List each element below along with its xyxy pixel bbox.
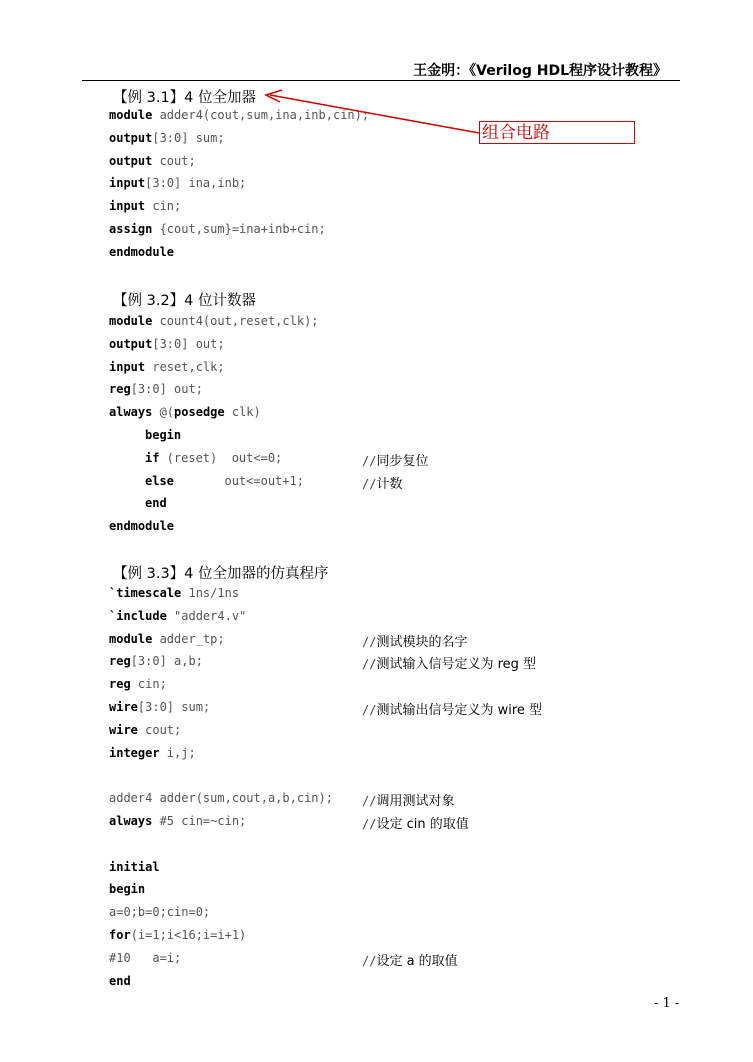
- code-keyword: endmodule: [109, 519, 175, 534]
- code-text: #10 a=i;: [109, 950, 182, 965]
- code-text: [3:0] out;: [152, 336, 225, 351]
- code-comment: [362, 699, 542, 718]
- code-text: [3:0] ina,inb;: [145, 176, 247, 191]
- comment-text: 测试输入信号定义为 reg 型: [376, 657, 537, 673]
- comment-text: 调用测试对象: [376, 794, 455, 810]
- comment-text: 测试模块的名字: [376, 634, 468, 650]
- code-text: adder_tp;: [152, 631, 225, 646]
- code-text: count4(out,reset,clk);: [152, 314, 319, 328]
- code-text: [3:0] a,b;: [130, 654, 203, 669]
- comment-slashes: //: [362, 453, 377, 468]
- code-comment: [362, 653, 536, 672]
- code-comment: [362, 450, 428, 469]
- code-text: adder4(cout,sum,ina,inb,cin);: [152, 108, 370, 122]
- code-comment: [362, 631, 467, 650]
- code-keyword: `timescale: [109, 586, 182, 600]
- example-3-1-heading: 【例 3.1】4 位全加器: [113, 90, 257, 106]
- code-keyword: output: [109, 153, 153, 168]
- example-3-2-heading: 【例 3.2】4 位计数器: [113, 293, 257, 309]
- code-keyword: initial: [109, 859, 160, 874]
- code-text: reset,clk;: [145, 359, 225, 374]
- comment-text: 设定 cin 的取值: [376, 817, 469, 832]
- code-text: a=0;b=0;cin=0;: [109, 905, 211, 920]
- comment-text: 计数: [376, 476, 403, 492]
- code-keyword: module: [109, 314, 153, 328]
- code-keyword: posedge: [174, 405, 225, 420]
- code-keyword: wire: [109, 722, 138, 737]
- code-text: i,j;: [159, 745, 196, 760]
- code-comment: [362, 473, 402, 492]
- comment-slashes: //: [362, 794, 377, 809]
- code-text: (i=1;i<16;i=i+1): [130, 928, 247, 942]
- code-keyword: for: [109, 928, 131, 942]
- code-keyword: reg: [109, 654, 131, 669]
- code-comment: [362, 790, 454, 809]
- comment-text: 同步复位: [376, 453, 429, 469]
- code-keyword: wire: [109, 700, 138, 714]
- code-keyword: module: [109, 631, 153, 646]
- code-keyword: output: [109, 130, 153, 145]
- code-keyword: input: [109, 359, 146, 374]
- code-text: [3:0] sum;: [137, 700, 211, 714]
- code-text: @(: [152, 405, 175, 420]
- code-keyword: assign: [109, 222, 153, 236]
- code-text: "adder4.v": [166, 608, 247, 623]
- header-title: 王金明：《Verilog HDL程序设计教程》: [413, 63, 667, 79]
- code-keyword: reg: [109, 677, 131, 692]
- code-keyword: integer: [109, 745, 160, 760]
- code-keyword: input: [109, 199, 146, 214]
- annotation-label: 组合电路: [482, 123, 550, 143]
- comment-slashes: //: [362, 703, 377, 717]
- code-keyword: module: [109, 108, 153, 122]
- code-text: {cout,sum}=ina+inb+cin;: [152, 222, 326, 236]
- code-keyword: always: [109, 814, 153, 828]
- code-keyword: input: [109, 176, 146, 191]
- code-text: out<=out+1;: [173, 473, 304, 488]
- code-keyword: output: [109, 336, 153, 351]
- code-text: 1ns/1ns: [181, 586, 240, 600]
- code-keyword: always: [109, 405, 153, 420]
- code-text: adder4 adder(sum,cout,a,b,cin);: [109, 791, 333, 806]
- comment-slashes: //: [362, 817, 377, 831]
- code-keyword: `include: [109, 608, 167, 623]
- code-comment: [362, 950, 458, 969]
- code-text: cin;: [145, 199, 182, 214]
- code-keyword: if: [145, 450, 160, 465]
- code-keyword: reg: [109, 382, 131, 397]
- code-keyword: begin: [109, 882, 146, 897]
- code-text: cout;: [137, 722, 182, 737]
- page-number: - 1 -: [654, 996, 680, 1011]
- code-keyword: endmodule: [109, 244, 175, 259]
- code-keyword: end: [109, 973, 131, 988]
- code-keyword: else: [145, 473, 174, 488]
- comment-slashes: //: [362, 657, 377, 672]
- code-keyword: end: [145, 496, 167, 511]
- code-text: cin;: [130, 677, 167, 692]
- code-keyword: begin: [145, 428, 182, 442]
- comment-text: 设定 a 的取值: [376, 953, 458, 969]
- comment-slashes: //: [362, 953, 377, 968]
- code-text: [3:0] out;: [130, 382, 203, 397]
- comment-text: 测试输出信号定义为 wire 型: [376, 703, 543, 718]
- code-text: clk): [224, 405, 261, 420]
- code-comment: [362, 813, 469, 832]
- annotation-box: [479, 121, 635, 144]
- code-text: [3:0] sum;: [152, 130, 225, 145]
- code-text: #5 cin=~cin;: [152, 814, 247, 828]
- code-text: (reset) out<=0;: [159, 450, 283, 465]
- code-text: cout;: [152, 153, 196, 168]
- comment-slashes: //: [362, 476, 377, 491]
- example-3-3-heading: 【例 3.3】4 位全加器的仿真程序: [113, 566, 329, 582]
- comment-slashes: //: [362, 634, 377, 649]
